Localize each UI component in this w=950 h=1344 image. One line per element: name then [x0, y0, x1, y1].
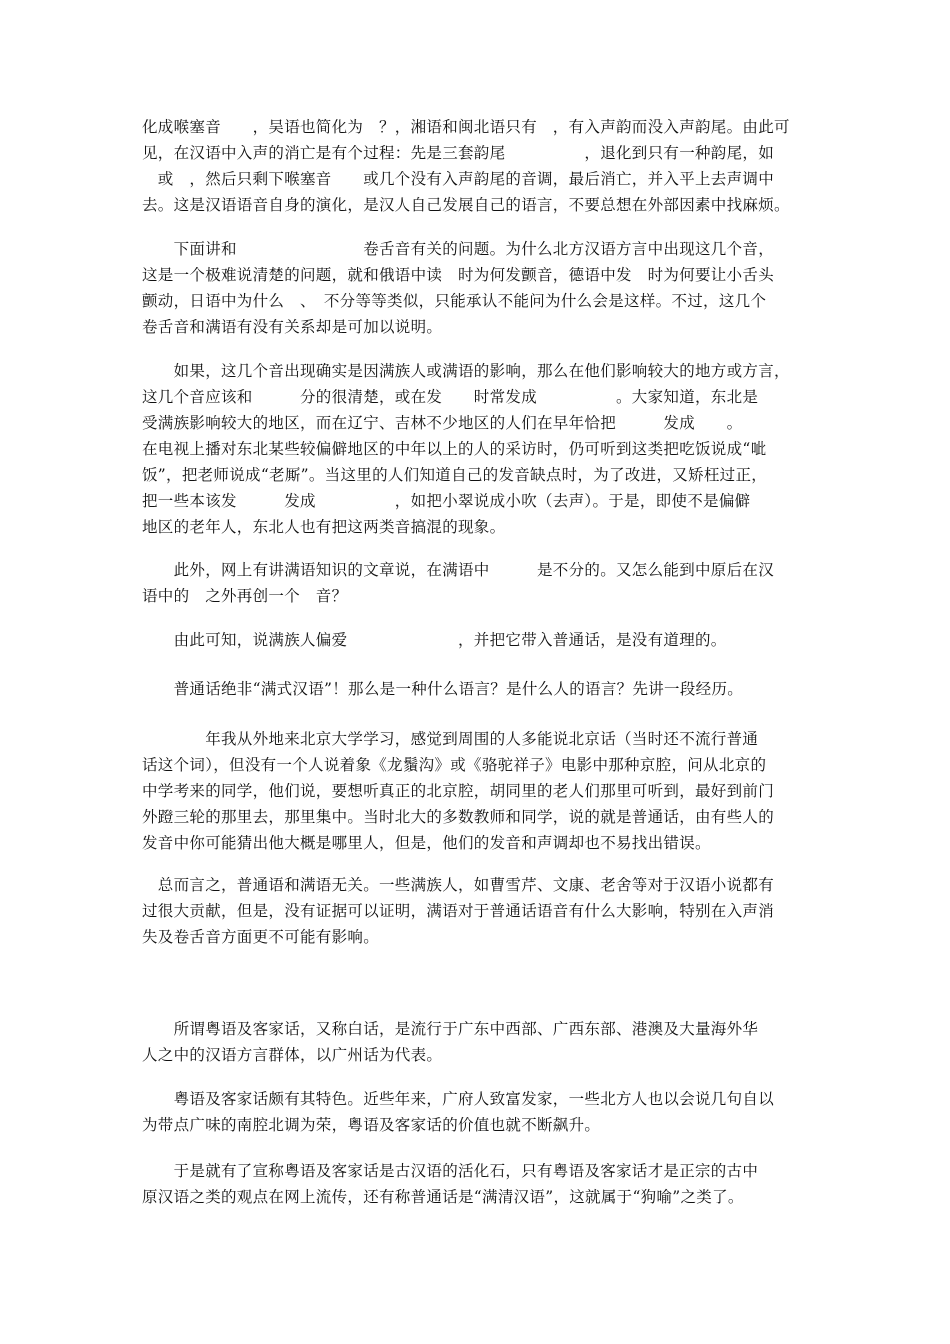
- text-line: 见，在汉语中入声的消亡是有个过程：先是三套韵尾 ，退化到只有一种韵尾，如: [142, 144, 775, 162]
- text-line: 去。这是汉语语音自身的演化，是汉人自己发展自己的语言，不要总想在外部因素中找麻烦。: [142, 196, 790, 214]
- text-line: 所谓粤语及客家话，又称白话，是流行于广东中西部、广西东部、港澳及大量海外华: [142, 1020, 759, 1038]
- text-line: 此外，网上有讲满语知识的文章说，在满语中 是不分的。又怎么能到中原后在汉: [142, 561, 775, 579]
- text-line: 这是一个极难说清楚的问题，就和俄语中读 时为何发颤音，德语中发 时为何要让小舌头: [142, 266, 775, 284]
- text-line: 在电视上播对东北某些较偏僻地区的中年以上的人的采访时，仍可听到这类把吃饭说成“呲: [142, 440, 767, 458]
- paragraph-3: [142, 358, 812, 540]
- text-line: 失及卷舌音方面更不可能有影响。: [142, 928, 380, 946]
- text-line: 话这个词），但没有一个人说着象《龙鬚沟》或《骆驼祥子》电影中那种京腔，问从北京的: [142, 756, 767, 774]
- paragraph-9: [142, 1016, 812, 1068]
- text-line: 中学考来的同学，他们说，要想听真正的北京腔，胡同里的老人们那里可听到，最好到前门: [142, 782, 775, 800]
- text-line: 受满族影响较大的地区，而在辽宁、吉林不少地区的人们在早年恰把 发成 。: [142, 414, 743, 432]
- text-line: 地区的老年人，东北人也有把这两类音搞混的现象。: [142, 518, 506, 536]
- text-line: 发音中你可能猜出他大概是哪里人，但是，他们的发音和声调却也不易找出错误。: [142, 834, 711, 852]
- text-line: 总而言之，普通语和满语无关。一些满族人，如曹雪芹、文康、老舍等对于汉语小说都有: [142, 876, 775, 894]
- text-line: 语中的 之外再创一个 音？: [142, 587, 348, 605]
- text-line: 化成喉塞音 ，吴语也简化为 ？，湘语和闽北语只有 ，有入声韵而没入声韵尾。由此可: [142, 118, 790, 136]
- text-line: 人之中的汉语方言群体，以广州话为代表。: [142, 1046, 443, 1064]
- paragraph-10: [142, 1086, 812, 1138]
- paragraph-8: [142, 872, 812, 950]
- text-line: 或 ，然后只剩下喉塞音 或几个没有入声韵尾的音调，最后消亡，并入平上去声调中: [142, 170, 775, 188]
- text-line: 这几个音应该和 分的很清楚，或在发 时常发成 。大家知道，东北是: [142, 388, 759, 406]
- paragraph-1: [142, 114, 812, 218]
- paragraph-7: [142, 726, 812, 856]
- text-line: 把一些本该发 发成 ，如把小翠说成小吹（去声）。于是，即使不是偏僻: [142, 492, 751, 510]
- text-line: 粤语及客家话颇有其特色。近些年来，广府人致富发家，一些北方人也以会说几句自以: [142, 1090, 775, 1108]
- text-line: 如果，这几个音出现确实是因满族人或满语的影响，那么在他们影响较大的地方或方言，: [142, 362, 790, 380]
- text-line: 普通话绝非“满式汉语”！那么是一种什么语言？是什么人的语言？先讲一段经历。: [142, 680, 744, 698]
- text-line: 由此可知，说满族人偏爱 ，并把它带入普通话，是没有道理的。: [142, 631, 727, 649]
- text-line: 颤动，日语中为什么 、 不分等等类似，只能承认不能问为什么会是这样。不过，这几个: [142, 292, 767, 310]
- paragraph-5: [142, 627, 812, 653]
- text-line: 下面讲和 卷舌音有关的问题。为什么北方汉语方言中出现这几个音，: [142, 240, 775, 258]
- text-line: 原汉语之类的观点在网上流传，还有称普通话是“满清汉语”，这就属于“狗喻”之类了。: [142, 1188, 744, 1206]
- paragraph-4: [142, 557, 812, 609]
- text-line: 饭”，把老师说成“老厮”。当这里的人们知道自己的发音缺点时，为了改进，又矫枉过正，: [142, 466, 768, 484]
- text-line: 为带点广味的南腔北调为荣，粤语及客家话的价值也就不断飙升。: [142, 1116, 601, 1134]
- paragraph-11: [142, 1158, 812, 1210]
- text-line: 年我从外地来北京大学学习，感觉到周围的人多能说北京话（当时还不流行普通: [142, 730, 759, 748]
- paragraph-2: [142, 236, 812, 340]
- text-line: 卷舌音和满语有没有关系却是可加以说明。: [142, 318, 443, 336]
- text-line: 过很大贡献，但是，没有证据可以证明，满语对于普通话语音有什么大影响，特别在入声消: [142, 902, 775, 920]
- text-line: 于是就有了宣称粤语及客家话是古汉语的活化石，只有粤语及客家话才是正宗的古中: [142, 1162, 759, 1180]
- paragraph-6: [142, 676, 812, 702]
- text-line: 外蹬三轮的那里去，那里集中。当时北大的多数教师和同学，说的就是普通话，由有些人的: [142, 808, 775, 826]
